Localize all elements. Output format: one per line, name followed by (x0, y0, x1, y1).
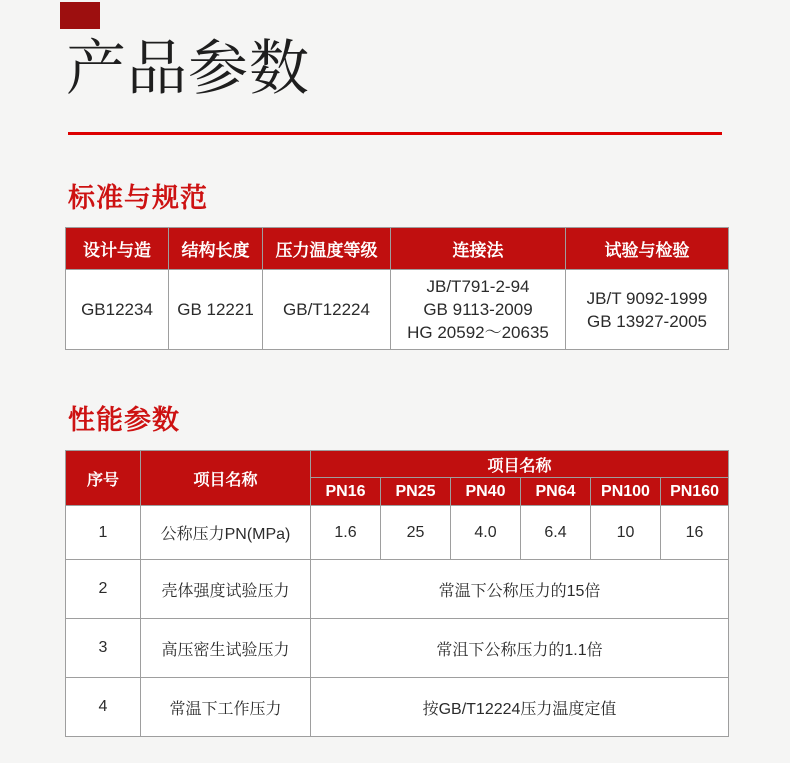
row-merged-value: 常沮下公称压力的1.1倍 (311, 619, 729, 678)
standards-header-row (66, 228, 729, 270)
standards-value-test-inspection (566, 270, 729, 350)
standards-col-pressure-temp: 压力温度等级 (263, 228, 391, 270)
pn-col-pn64: PN64 (521, 478, 591, 506)
connection-standard-line: GB 9113-2009 (423, 300, 533, 319)
performance-section-heading: 性能参数 (68, 405, 180, 435)
table-row (66, 506, 729, 560)
standards-value-connection (391, 270, 566, 350)
standards-section-heading: 标准与规范 (68, 183, 208, 213)
pn-col-pn16: PN16 (311, 478, 381, 506)
table-row (66, 560, 729, 619)
test-standard-line: JB/T 9092-1999 (586, 288, 708, 308)
row-value-pn64: 6.4 (521, 506, 591, 560)
performance-col-seq: 序号 (66, 451, 141, 506)
red-corner-mark-icon (60, 2, 100, 29)
row-item: 常温下工作压力 (141, 678, 311, 737)
row-merged-value: 常温下公称压力的15倍 (311, 560, 729, 619)
pn-col-pn25: PN25 (381, 478, 451, 506)
performance-col-item: 项目名称 (141, 451, 311, 506)
performance-group-header: 项目名称 (311, 451, 729, 478)
performance-header-group-row (66, 451, 729, 478)
standards-col-design: 设计与造 (66, 228, 169, 270)
row-seq: 2 (66, 560, 141, 619)
standards-table (65, 227, 729, 350)
row-seq: 1 (66, 506, 141, 560)
row-value-pn25: 25 (381, 506, 451, 560)
standards-col-structure-length: 结构长度 (169, 228, 263, 270)
standards-col-test-inspection: 试验与检验 (566, 228, 729, 270)
pn-col-pn40: PN40 (451, 478, 521, 506)
standards-value-structure-length: GB 12221 (169, 270, 263, 350)
title-underline (68, 132, 722, 135)
page-title: 产品参数 (66, 35, 310, 102)
row-value-pn40: 4.0 (451, 506, 521, 560)
performance-table (65, 450, 729, 737)
table-row (66, 619, 729, 678)
standards-value-design: GB12234 (66, 270, 169, 350)
standards-value-row (66, 270, 729, 350)
row-item: 高压密生试验压力 (141, 619, 311, 678)
row-seq: 4 (66, 678, 141, 737)
row-value-pn100: 10 (591, 506, 661, 560)
table-row (66, 678, 729, 737)
connection-standard-line: HG 20592～20635 (407, 323, 549, 342)
pn-col-pn160: PN160 (661, 478, 729, 506)
connection-standard-line: JB/T791-2-94 (426, 277, 530, 296)
row-seq: 3 (66, 619, 141, 678)
row-value-pn160: 16 (661, 506, 729, 560)
row-merged-value: 按GB/T12224压力温度定值 (311, 678, 729, 737)
test-standard-line: GB 13927-2005 (586, 311, 708, 331)
standards-value-pressure-temp: GB/T12224 (263, 270, 391, 350)
row-item: 壳体强度试验压力 (141, 560, 311, 619)
standards-col-connection: 连接法 (391, 228, 566, 270)
pn-col-pn100: PN100 (591, 478, 661, 506)
row-item: 公称压力PN(MPa) (141, 506, 311, 560)
row-value-pn16: 1.6 (311, 506, 381, 560)
